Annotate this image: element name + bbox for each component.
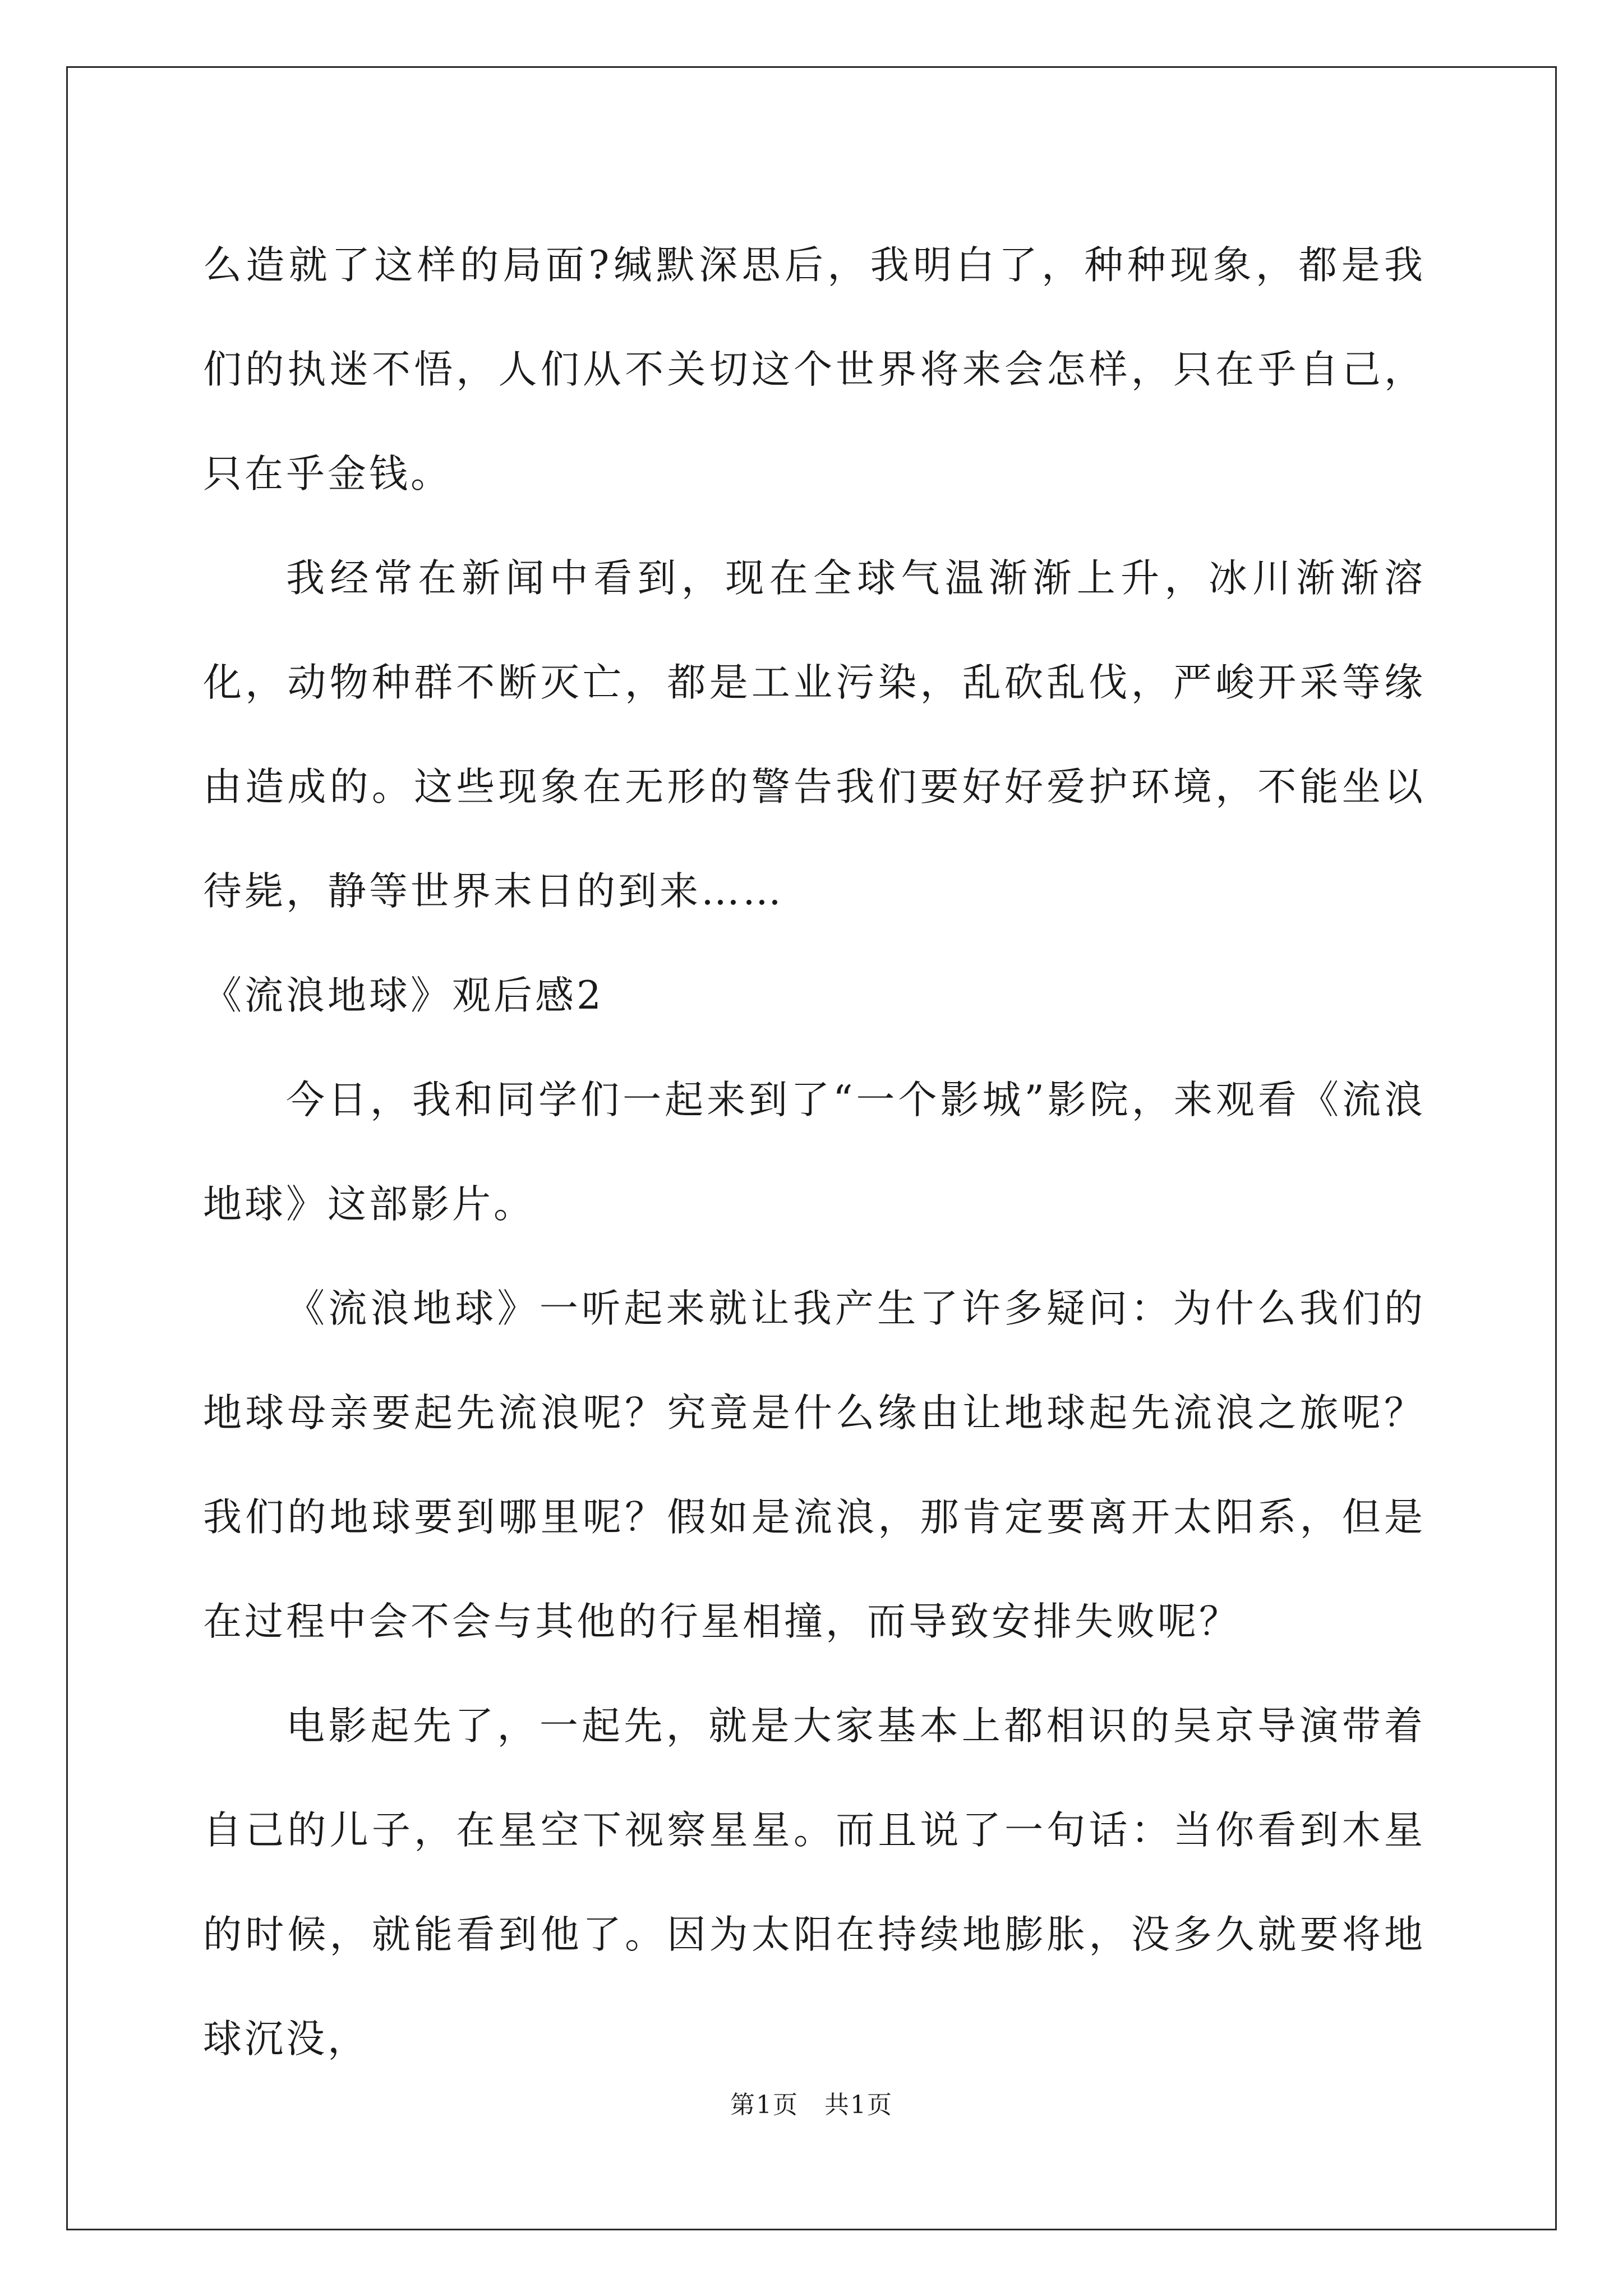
page-footer: 第1页 共1页 <box>730 2091 893 2119</box>
paragraph-2: 我经常在新闻中看到，现在全球气温渐渐上升，冰川渐渐溶化，动物种群不断灭亡，都是工业污染，乱砍乱伐，严峻开采等缘由造成的。这些现象在无形的警告我们要好好爱护环境，不能坐以待毙，静等世界末日的到来…… <box>203 556 1426 914</box>
paragraph-4: 《流浪地球》一听起来就让我产生了许多疑问：为什么我们的地球母亲要起先流浪呢？究竟是什么缘由让地球起先流浪之旅呢？我们的地球要到哪里呢？假如是流浪，那肯定要离开太阳系，但是在过程中会不会与其他的行星相撞，而导致安排失败呢？ <box>203 1286 1426 1644</box>
section-heading: 《流浪地球》观后感2 <box>203 973 604 1018</box>
paragraph-3: 今日，我和同学们一起来到了“一个影城”影院，来观看《流浪地球》这部影片。 <box>203 1078 1426 1227</box>
paragraph-1: 么造就了这样的局面?缄默深思后，我明白了，种种现象，都是我们的执迷不悟，人们从不关切这个世界将来会怎样，只在乎自己，只在乎金钱。 <box>203 243 1426 496</box>
document-body <box>203 213 1426 2091</box>
paragraph-5: 电影起先了，一起先，就是大家基本上都相识的吴京导演带着自己的儿子，在星空下视察星星。而且说了一句话：当你看到木星的时候，就能看到他了。因为太阳在持续地膨胀，没多久就要将地球沉没， <box>203 1704 1426 2062</box>
